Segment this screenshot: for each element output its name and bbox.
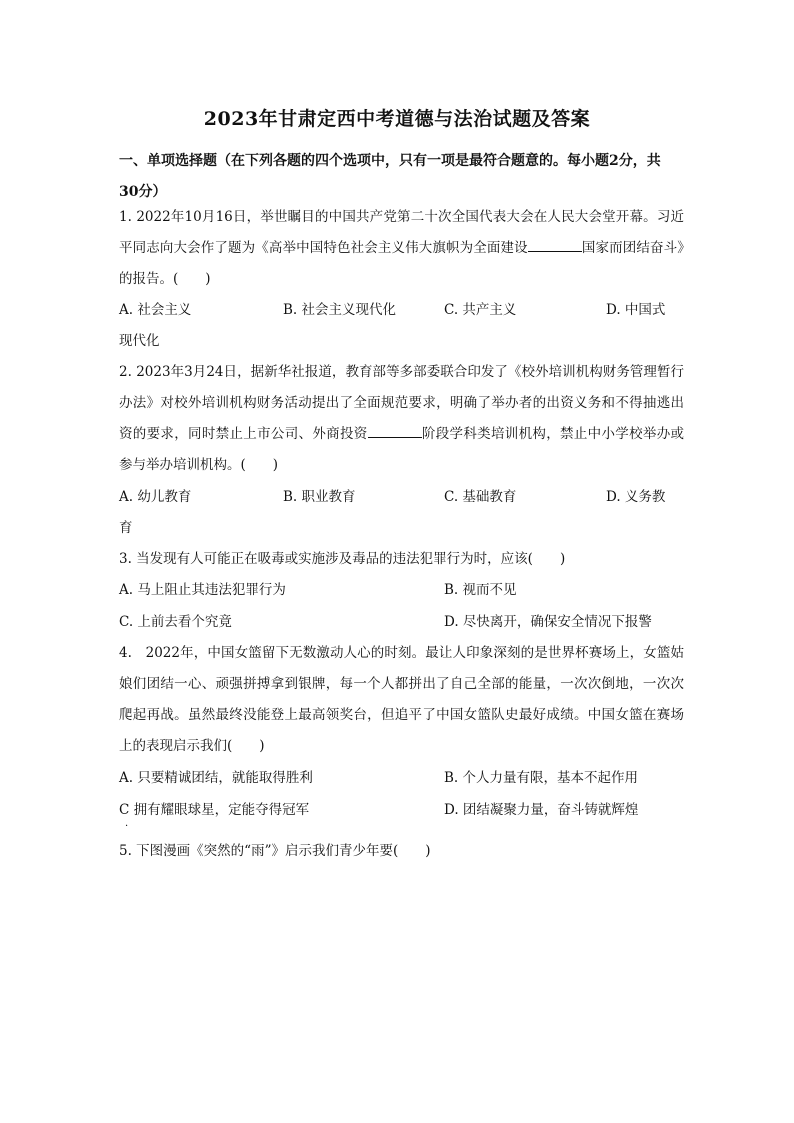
question-2-option-c: C. 基础教育 bbox=[444, 489, 517, 505]
question-2-option-a: A. 幼儿教育 bbox=[119, 489, 192, 505]
question-4-option-a: A. 只要精诚团结，就能取得胜利 bbox=[119, 770, 313, 786]
question-4-stem: 4. 2022年，中国女篮留下无数激动人心的时刻。最让人印象深刻的是世界杯赛场上，女篮姑娘们团结一心、顽强拼搏拿到银牌，每一个人都拼出了自己全部的能量，一次次倒地，一次次爬起再战。虽然最终没能登上最高领奖台，但追平了中国女篮队史最好成绩。中国女篮在赛场上的表现启示我们( ) bbox=[119, 645, 684, 754]
question-3-option-b: B. 视而不见 bbox=[444, 582, 517, 598]
question-1-stem-part-b: 国家而团结奋斗》的报告。( ) bbox=[119, 240, 684, 287]
question-2-stem-part-a: 2. 2023年3月24日，据新华社报道，教育部等多部委联合印发了《校外培训机构财务管理暂行办法》对校外培训机构财务活动提出了全面规范要求，明确了举办者的出资义务和不得抽逃出资的要求，同时禁止上市公司、外商投资 bbox=[119, 364, 684, 442]
question-2-option-b: B. 职业教育 bbox=[283, 489, 356, 505]
question-4-option-c: C 拥有耀眼球星，定能夺得冠军 bbox=[119, 802, 310, 818]
question-2-stem bbox=[119, 357, 684, 481]
question-1-option-c: C. 共产主义 bbox=[444, 302, 517, 318]
question-2-option-d: D. 义务教 bbox=[606, 489, 666, 505]
question-1-stem bbox=[119, 202, 684, 295]
question-1-blank bbox=[528, 236, 582, 252]
question-3-option-a: A. 马上阻止其违法犯罪行为 bbox=[119, 582, 286, 598]
question-1-option-d: D. 中国式 bbox=[606, 302, 666, 318]
question-3-stem: 3. 当发现有人可能正在吸毒或实施涉及毒品的违法犯罪行为时，应该( ) bbox=[119, 551, 566, 567]
exam-title: 2023年甘肃定西中考道德与法治试题及答案 bbox=[203, 108, 591, 130]
question-1-option-b: B. 社会主义现代化 bbox=[283, 302, 397, 318]
question-3-option-d: D. 尽快离开，确保安全情况下报警 bbox=[444, 614, 652, 630]
question-3-option-c: C. 上前去看个究竟 bbox=[119, 614, 232, 630]
option-dot-mark: · bbox=[125, 821, 129, 832]
question-1-stem-part-a: 1. 2022年10月16日，举世瞩目的中国共产党第二十次全国代表大会在人民大会堂开幕。习近平同志向大会作了题为《高举中国特色社会主义伟大旗帜为全面建设 bbox=[119, 209, 684, 256]
question-2-stem-part-b: 阶段学科类培训机构，禁止中小学校举办或参与举办培训机构。( ) bbox=[119, 426, 685, 473]
question-4-option-b: B. 个人力量有限，基本不起作用 bbox=[444, 770, 639, 786]
question-5-stem: 5. 下图漫画《突然的“雨”》启示我们青少年要( ) bbox=[119, 843, 431, 859]
question-1-option-a: A. 社会主义 bbox=[119, 302, 192, 318]
question-4-option-d: D. 团结凝聚力量，奋斗铸就辉煌 bbox=[444, 802, 639, 818]
question-2-option-d-continued: 育 bbox=[119, 520, 133, 536]
question-2-blank bbox=[368, 422, 422, 438]
section-heading: 一、单项选择题（在下列各题的四个选项中，只有一项是最符合题意的。每小题2分，共30分） bbox=[119, 153, 661, 200]
question-1-option-d-continued: 现代化 bbox=[119, 333, 160, 349]
